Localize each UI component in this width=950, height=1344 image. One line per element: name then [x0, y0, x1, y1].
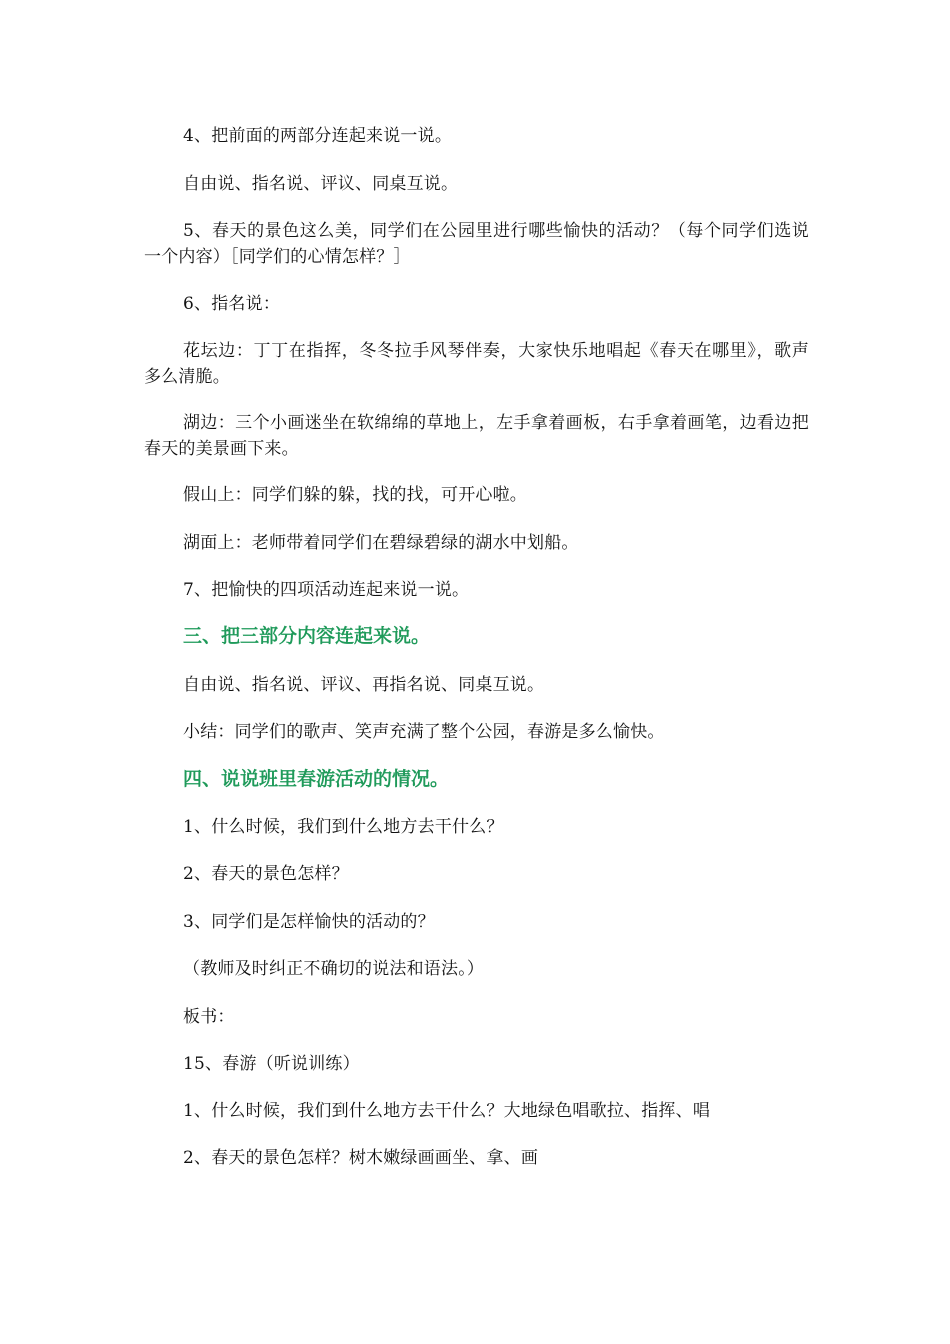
methods-text-2: 自由说、指名说、评议、再指名说、同桌互说。: [183, 675, 545, 695]
question-2: 2、春天的景色怎样？: [183, 864, 349, 884]
step-4-text: 4、把前面的两部分连起来说一说。: [183, 126, 453, 146]
blackboard-line-1: 1、什么时候，我们到什么地方去干什么？大地绿色唱歌拉、指挥、唱: [183, 1101, 711, 1121]
rockery-text: 假山上：同学们躲的躲，找的找，可开心啦。: [183, 485, 527, 505]
methods-text: 自由说、指名说、评议、同桌互说。: [183, 174, 459, 194]
lake-surface-text: 湖面上：老师带着同学们在碧绿碧绿的湖水中划船。: [183, 533, 579, 553]
section-3-heading: 三、把三部分内容连起来说。: [183, 625, 431, 647]
blackboard-title: 15、春游（听说训练）: [183, 1054, 360, 1074]
step-6-text: 6、指名说：: [183, 294, 281, 314]
blackboard-label: 板书：: [183, 1007, 235, 1027]
question-3: 3、同学们是怎样愉快的活动的？: [183, 912, 435, 932]
step-7-text: 7、把愉快的四项活动连起来说一说。: [183, 580, 470, 600]
question-1: 1、什么时候，我们到什么地方去干什么？: [183, 817, 504, 837]
blackboard-line-2: 2、春天的景色怎样？树木嫩绿画画坐、拿、画: [183, 1148, 539, 1168]
step-5-question: 5、春天的景色这么美，同学们在公园里进行哪些愉快的活动？（每个同学们选说一个内容）［同学们的心情怎样？］: [144, 221, 809, 267]
teacher-note: （教师及时纠正不确切的说法和语法。）: [183, 959, 485, 979]
flowerbed-paragraph: 花坛边：丁丁在指挥，冬冬拉手风琴伴奏，大家快乐地唱起《春天在哪里》，歌声多么清脆。: [144, 341, 809, 387]
summary-text: 小结：同学们的歌声、笑声充满了整个公园，春游是多么愉快。: [183, 722, 665, 742]
section-4-heading: 四、说说班里春游活动的情况。: [183, 768, 450, 790]
lakeside-paragraph: 湖边：三个小画迷坐在软绵绵的草地上，左手拿着画板，右手拿着画笔，边看边把春天的美景画下来。: [144, 413, 809, 459]
